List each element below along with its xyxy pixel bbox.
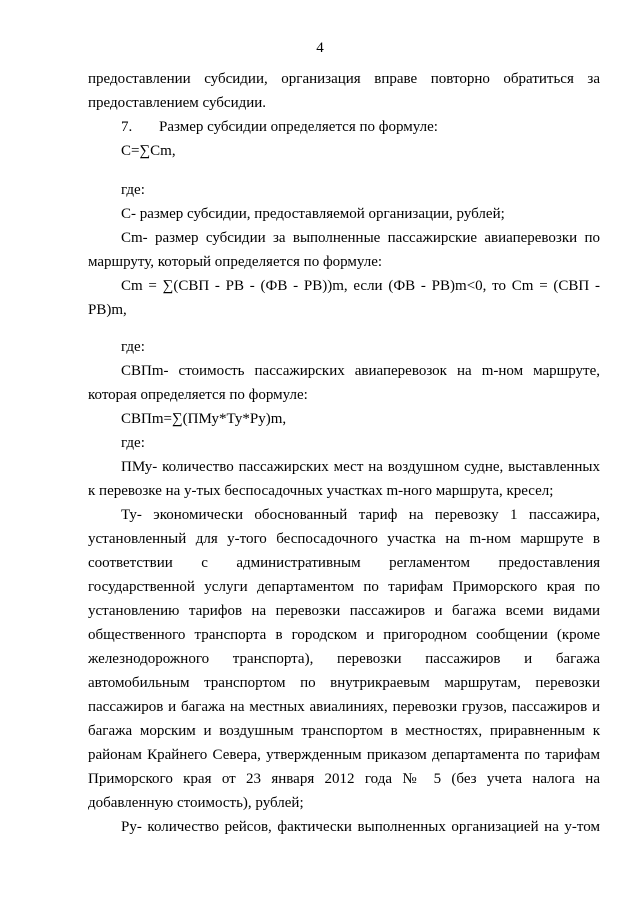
- formula-line: Сm = ∑(СВП - РВ - (ФВ - РВ))m, если (ФВ - РВ)m<0, то Сm = (СВП -: [121, 278, 600, 294]
- paragraph-line: добавленную стоимость), рублей;: [88, 795, 304, 811]
- paragraph-line: соответствии с административным регламентом предоставления: [88, 555, 600, 571]
- paragraph-line: маршруту, который определяется по формуле:: [88, 254, 383, 270]
- paragraph-line: государственной услуги департаментом по тарифам Приморского края по: [88, 579, 600, 595]
- paragraph-line: установлению тарифов на перевозки пассажиров и багажа всеми видами: [88, 603, 600, 619]
- paragraph-line: которая определяется по формуле:: [88, 387, 308, 403]
- paragraph-line: установленный для у-того беспосадочного участка на m-ном маршруте в: [88, 531, 600, 547]
- paragraph-line: общественного транспорта в городском и пригородном сообщении (кроме: [88, 627, 600, 643]
- where-label: где:: [121, 182, 145, 198]
- paragraph-line: пассажиров и багажа на местных авиалиниях, перевозки грузов, пассажиров и: [88, 699, 600, 715]
- numbered-item-7: [121, 118, 600, 136]
- formula-line: СВПm=∑(ПМу*Ту*Ру)m,: [121, 411, 287, 427]
- page-number: 4: [316, 40, 324, 56]
- item-number: 7.: [121, 119, 133, 135]
- paragraph-line: Размер субсидии определяется по формуле:: [159, 119, 438, 135]
- formula-line: С=∑Сm,: [121, 143, 176, 159]
- paragraph-line: предоставлении субсидии, организация вправе повторно обратиться за: [88, 71, 600, 87]
- paragraph-line: Приморского края от 23 января 2012 года № 5 (без учета налога на: [88, 771, 600, 787]
- paragraph-line: С- размер субсидии, предоставляемой организации, рублей;: [121, 206, 505, 222]
- paragraph-line: автомобильным транспортом по внутрикраевым маршрутам, перевозки: [88, 675, 600, 691]
- paragraph-line: СВПm- стоимость пассажирских авиаперевозок на m-ном маршруте,: [121, 363, 600, 379]
- paragraph-line: багажа морским и воздушным транспортом в местностях, приравненным к: [88, 723, 600, 739]
- paragraph-line: Ту- экономически обоснованный тариф на перевозку 1 пассажира,: [121, 507, 600, 523]
- formula-line: РВ)m,: [88, 302, 127, 318]
- paragraph-line: железнодорожного транспорта), перевозки пассажиров и багажа: [88, 651, 600, 667]
- paragraph-line: Сm- размер субсидии за выполненные пассажирские авиаперевозки по: [121, 230, 600, 246]
- paragraph-line: Ру- количество рейсов, фактически выполненных организацией на у-том: [121, 819, 600, 835]
- where-label: где:: [121, 435, 145, 451]
- paragraph-line: ПМу- количество пассажирских мест на воздушном судне, выставленных: [121, 459, 600, 475]
- paragraph-line: предоставлением субсидии.: [88, 95, 267, 111]
- paragraph-line: районам Крайнего Севера, утвержденным приказом департамента по тарифам: [88, 747, 600, 763]
- where-label: где:: [121, 339, 145, 355]
- paragraph-line: к перевозке на у-тых беспосадочных участках m-ного маршрута, кресел;: [88, 483, 554, 499]
